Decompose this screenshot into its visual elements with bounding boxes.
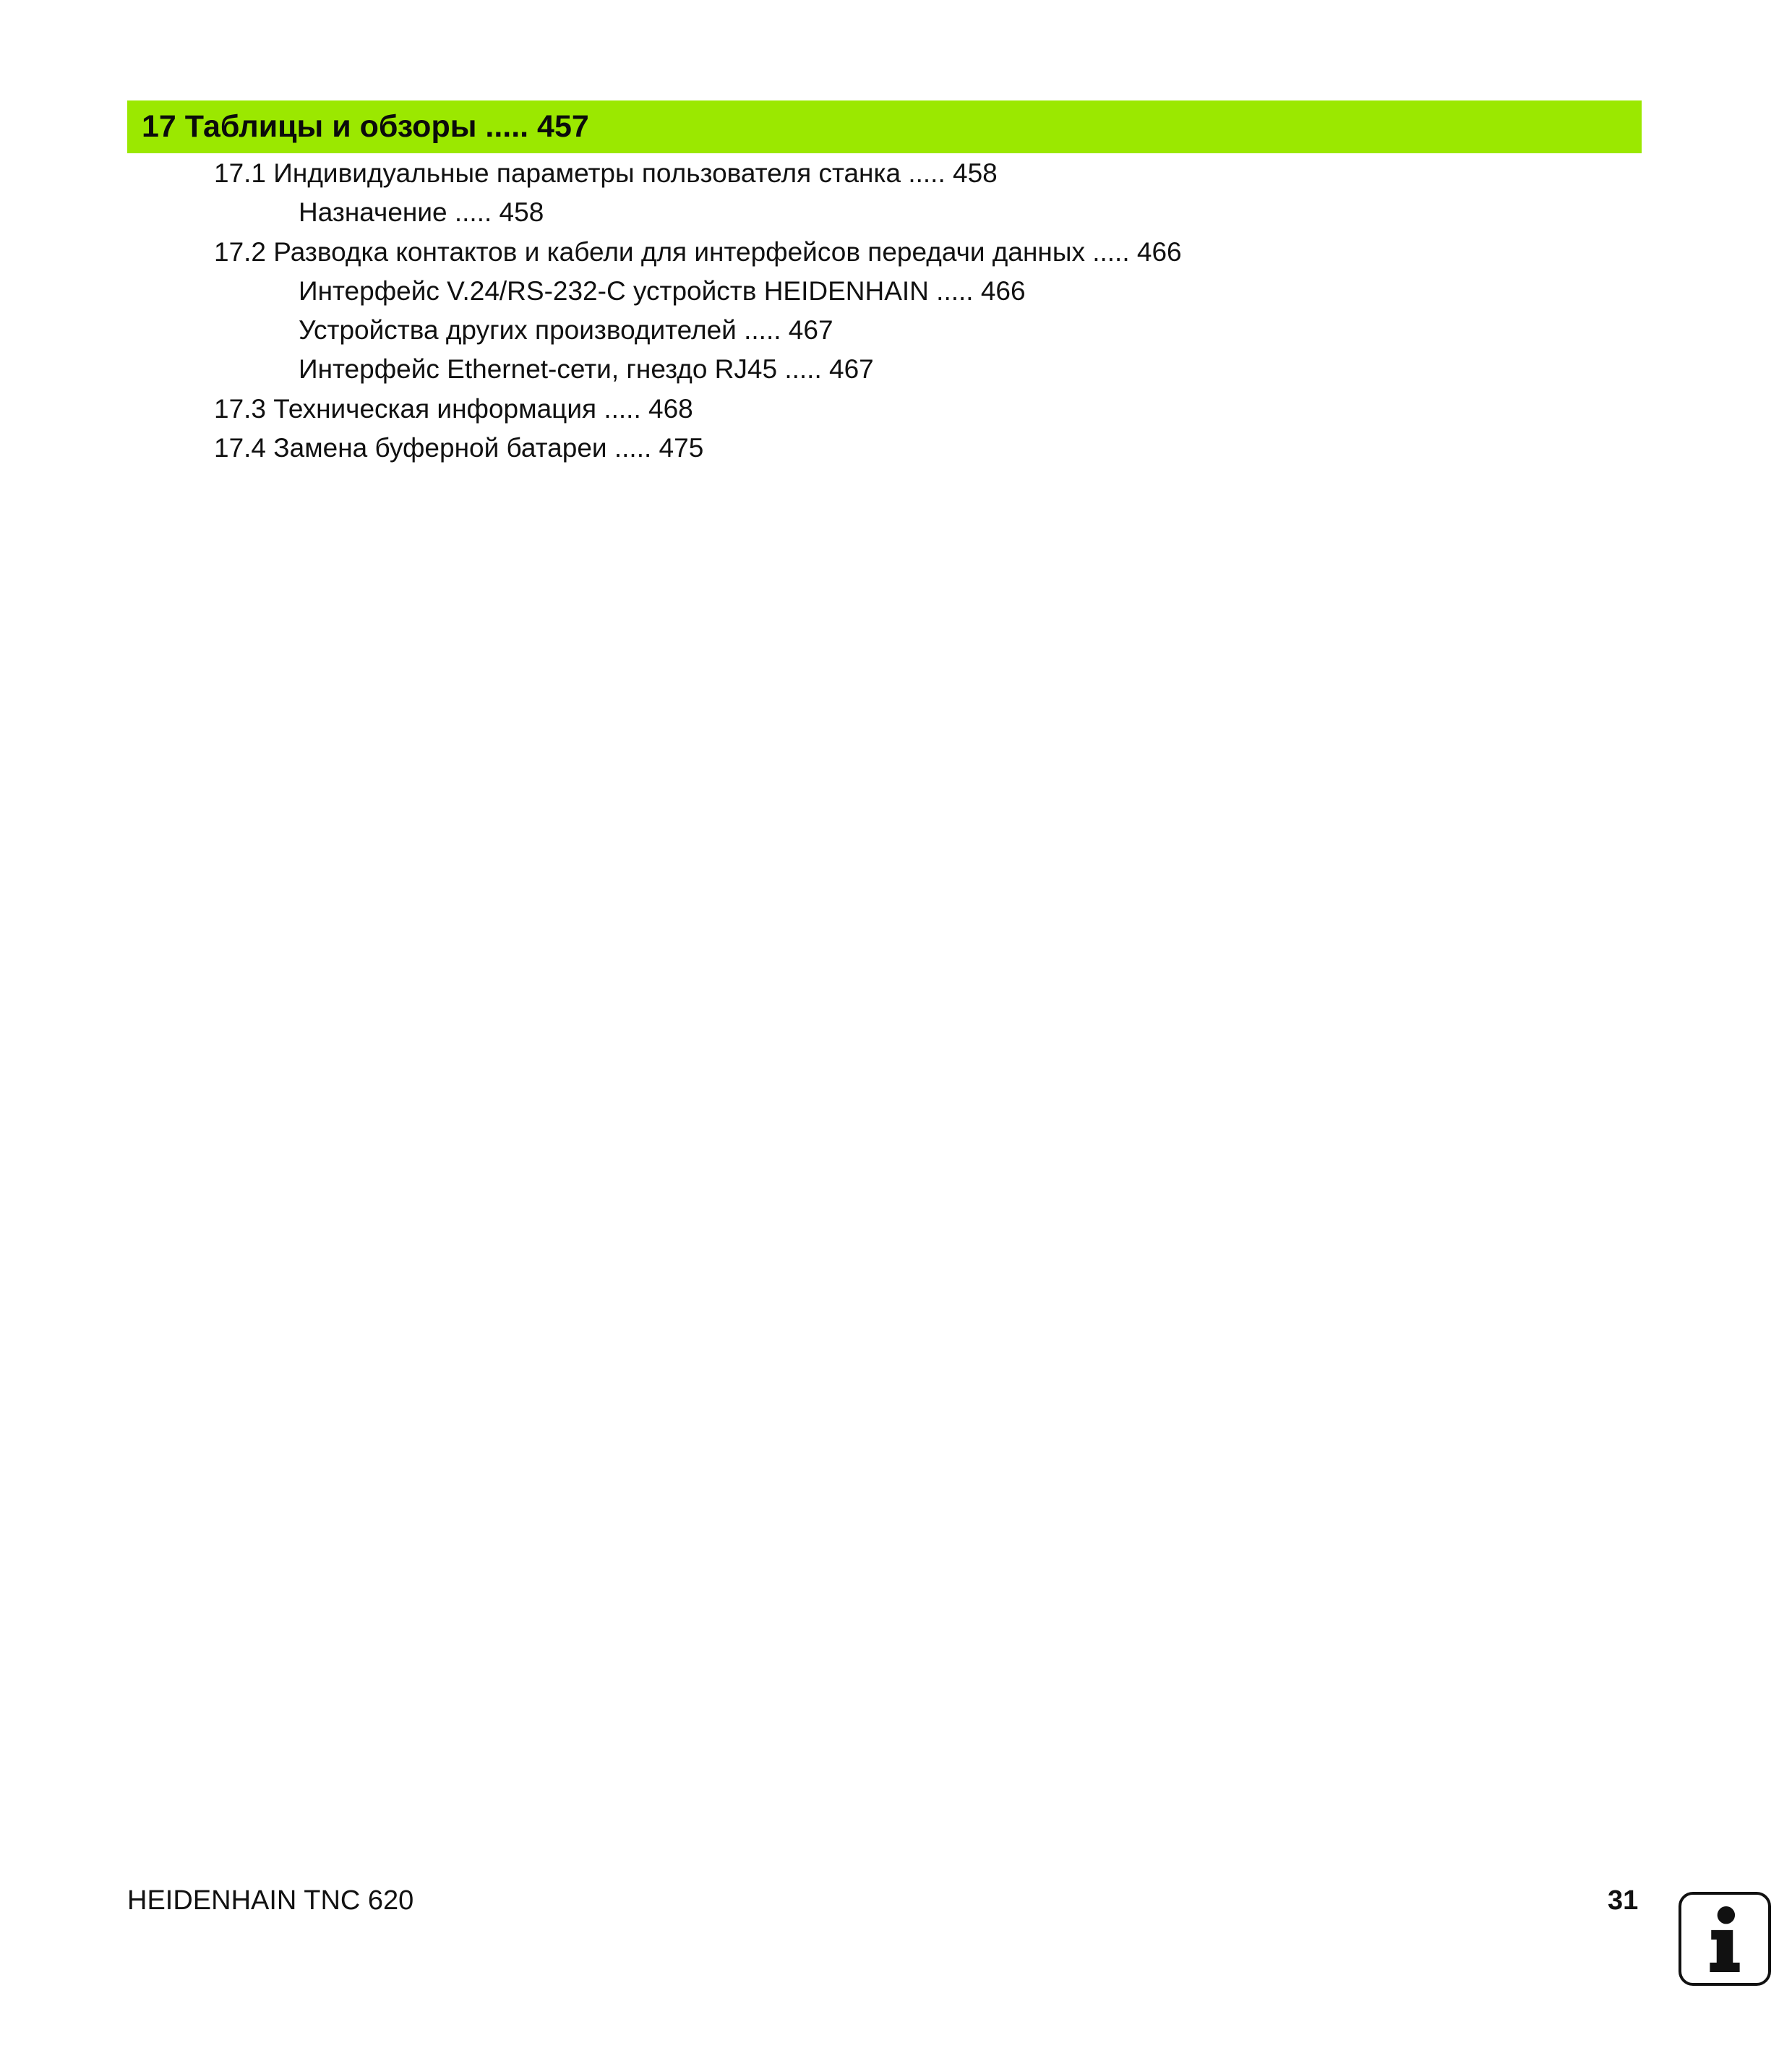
- footer-product-name: HEIDENHAIN TNC 620: [127, 1885, 414, 1916]
- chapter-title[interactable]: 17 Таблицы и обзоры ..... 457: [142, 109, 589, 144]
- table-of-contents: [0, 154, 1792, 468]
- info-icon: [1679, 1892, 1771, 1986]
- footer-page-number: 31: [1608, 1885, 1639, 1916]
- toc-subentry-v24-interface[interactable]: Интерфейс V.24/RS-232-C устройств HEIDENHAIN ..... 466: [299, 275, 1026, 306]
- toc-subentry-ethernet[interactable]: Интерфейс Ethernet-сети, гнездо RJ45 ..... 467: [299, 354, 874, 385]
- toc-entry-17-4[interactable]: 17.4 Замена буферной батареи ..... 475: [214, 433, 704, 463]
- toc-entry-17-1[interactable]: 17.1 Индивидуальные параметры пользователя станка ..... 458: [214, 158, 998, 188]
- toc-entry-17-2[interactable]: 17.2 Разводка контактов и кабели для интерфейсов передачи данных ..... 466: [214, 236, 1182, 267]
- chapter-heading-bar: [127, 100, 1642, 153]
- toc-entry-17-3[interactable]: 17.3 Техническая информация ..... 468: [214, 393, 693, 424]
- toc-subentry-assignment[interactable]: Назначение ..... 458: [299, 197, 544, 228]
- toc-subentry-other-devices[interactable]: Устройства других производителей ..... 467: [299, 315, 833, 346]
